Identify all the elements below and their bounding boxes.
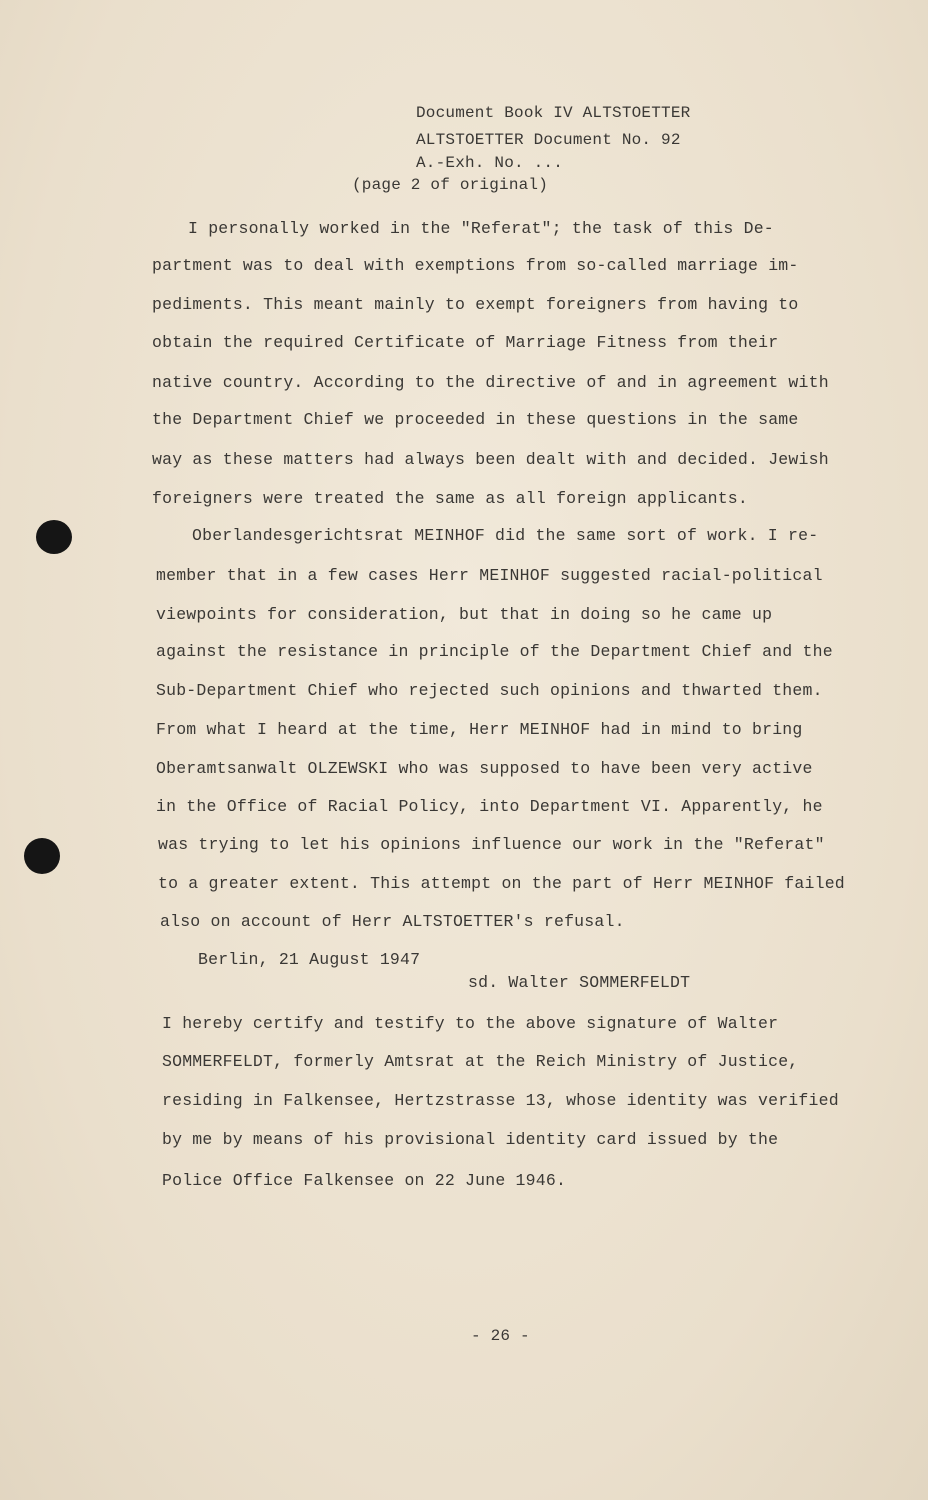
- paragraph-2-line-10: to a greater extent. This attempt on the part of Herr MEINHOF failed: [158, 874, 845, 893]
- paragraph-2-line-9: was trying to let his opinions influence our work in the "Referat": [158, 835, 825, 854]
- header-line-2: ALTSTOETTER Document No. 92: [416, 131, 681, 149]
- certification-line-3: residing in Falkensee, Hertzstrasse 13, whose identity was verified: [162, 1091, 839, 1110]
- page-number: - 26 -: [471, 1327, 530, 1345]
- header-line-1: Document Book IV ALTSTOETTER: [416, 104, 691, 122]
- certification-line-2: SOMMERFELDT, formerly Amtsrat at the Reich Ministry of Justice,: [162, 1052, 799, 1071]
- paragraph-1-line-2: partment was to deal with exemptions from so-called marriage im-: [152, 256, 799, 275]
- paragraph-1-line-4: obtain the required Certificate of Marriage Fitness from their: [152, 333, 779, 352]
- header-line-3: A.-Exh. No. ...: [416, 154, 564, 172]
- paragraph-2-line-6: From what I heard at the time, Herr MEINHOF had in mind to bring: [156, 720, 803, 739]
- certification-line-4: by me by means of his provisional identity card issued by the: [162, 1130, 779, 1149]
- paragraph-2-line-11: also on account of Herr ALTSTOETTER's refusal.: [160, 912, 625, 931]
- paragraph-1-line-5: native country. According to the directive of and in agreement with: [152, 373, 829, 392]
- paragraph-1-line-3: pediments. This meant mainly to exempt foreigners from having to: [152, 295, 799, 314]
- certification-line-5: Police Office Falkensee on 22 June 1946.: [162, 1171, 567, 1190]
- certification-line-1: I hereby certify and testify to the above signature of Walter: [162, 1014, 779, 1033]
- punch-hole-bottom: [24, 838, 60, 874]
- paragraph-1-line-7: way as these matters had always been dealt with and decided. Jewish: [152, 450, 829, 469]
- signature: sd. Walter SOMMERFELDT: [468, 973, 691, 992]
- paragraph-2-line-8: in the Office of Racial Policy, into Department VI. Apparently, he: [156, 797, 823, 816]
- paragraph-2-line-1: Oberlandesgerichtsrat MEINHOF did the same sort of work. I re-: [192, 526, 819, 545]
- punch-hole-top: [36, 520, 72, 554]
- paragraph-2-line-3: viewpoints for consideration, but that in doing so he came up: [156, 605, 773, 624]
- header-line-4: (page 2 of original): [352, 176, 549, 194]
- paragraph-1-line-1: I personally worked in the "Referat"; the task of this De-: [188, 219, 774, 238]
- paragraph-1-line-6: the Department Chief we proceeded in these questions in the same: [152, 410, 799, 429]
- paragraph-2-line-4: against the resistance in principle of the Department Chief and the: [156, 642, 833, 661]
- paragraph-2-line-7: Oberamtsanwalt OLZEWSKI who was supposed to have been very active: [156, 759, 813, 778]
- place-date: Berlin, 21 August 1947: [198, 950, 421, 969]
- paragraph-1-line-8: foreigners were treated the same as all foreign applicants.: [152, 489, 748, 508]
- paragraph-2-line-5: Sub-Department Chief who rejected such opinions and thwarted them.: [156, 681, 823, 700]
- paragraph-2-line-2: member that in a few cases Herr MEINHOF suggested racial-political: [156, 566, 823, 585]
